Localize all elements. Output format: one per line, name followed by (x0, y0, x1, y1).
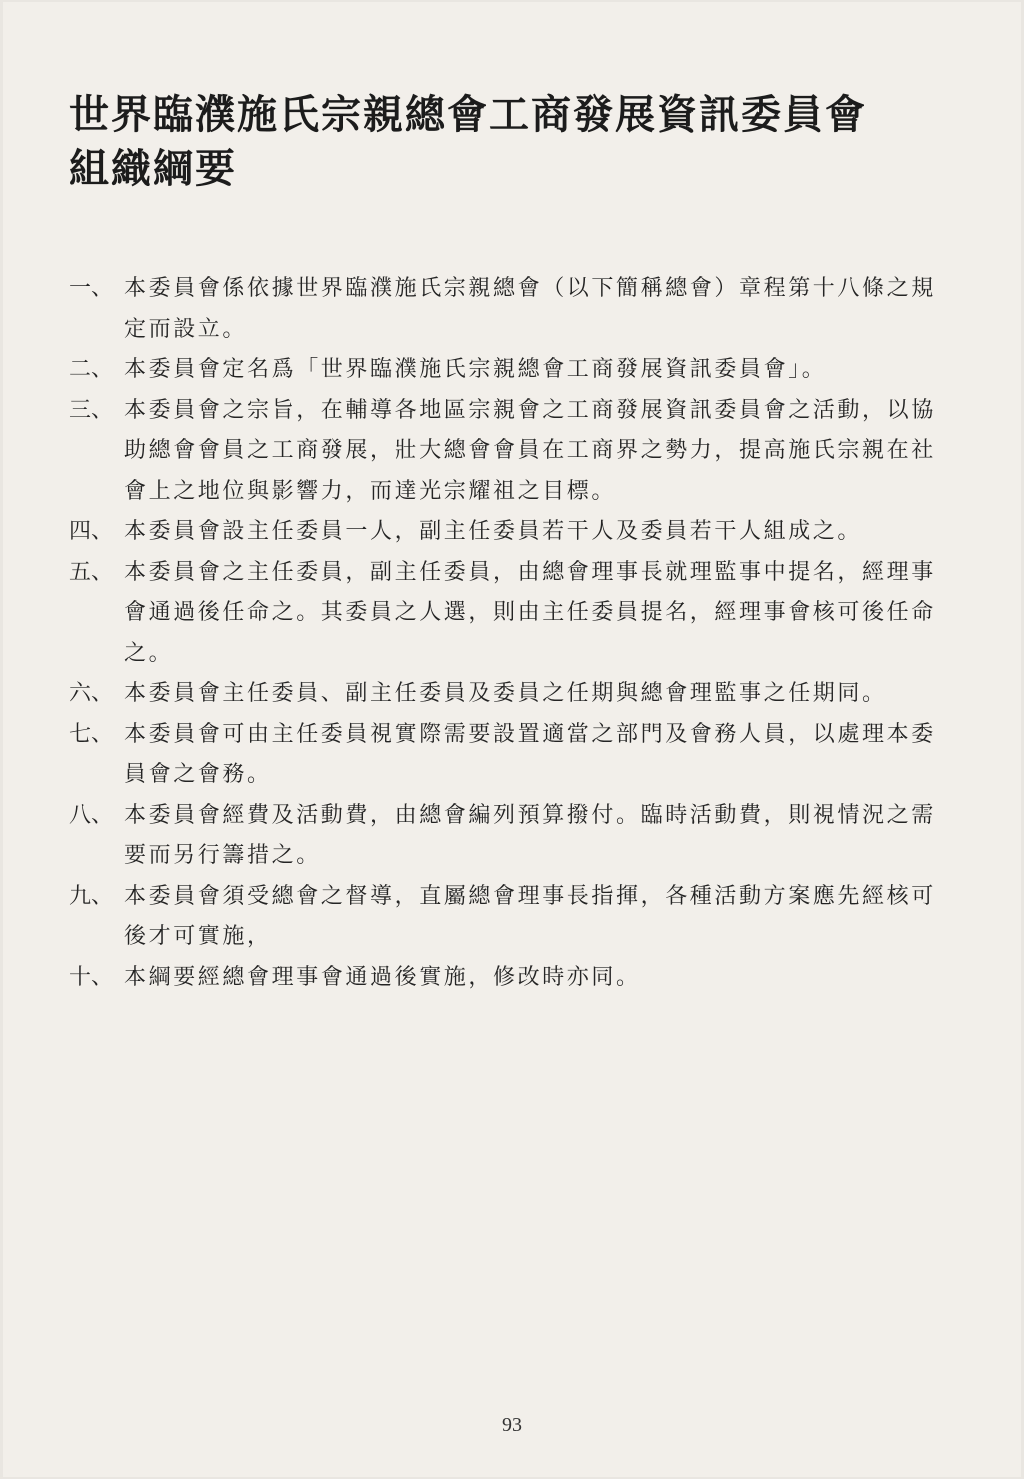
article-text: 本委員會可由主任委員視實際需要設置適當之部門及會務人員，以處理本委員會之會務。 (124, 721, 936, 787)
article-5 (69, 553, 959, 675)
title-line-1: 世界臨濮施氏宗親總會工商發展資訊委員會 (69, 92, 867, 138)
article-number: 六、 (69, 681, 114, 706)
title-line-2: 組織綱要 (69, 146, 237, 192)
article-10 (69, 958, 959, 999)
article-number: 五、 (69, 559, 114, 585)
article-7 (69, 715, 959, 796)
article-text: 本委員會設主任委員一人，副主任委員若干人及委員若干人組成之。 (124, 519, 863, 544)
article-3 (69, 391, 959, 513)
document-title (69, 88, 969, 196)
article-number: 四、 (69, 519, 114, 544)
article-number: 一、 (69, 276, 114, 301)
article-text: 本委員會之主任委員，副主任委員，由總會理事長就理監事中提名，經理事會通過後任命之。其委員之人選，則由主任委員提名，經理事會核可後任命之。 (124, 559, 936, 666)
article-number: 八、 (69, 802, 114, 828)
article-text: 本委員會定名爲「世界臨濮施氏宗親總會工商發展資訊委員會」。 (124, 357, 827, 382)
article-text: 本委員會須受總會之督導，直屬總會理事長指揮，各種活動方案應先經核可後才可實施， (124, 883, 936, 949)
article-number: 九、 (69, 883, 114, 909)
article-text: 本委員會主任委員、副主任委員及委員之任期與總會理監事之任期同。 (124, 681, 887, 706)
page-number: 93 (502, 1414, 522, 1436)
article-1 (69, 269, 959, 350)
article-number: 七、 (69, 721, 114, 747)
article-number: 二、 (69, 357, 114, 382)
article-9 (69, 877, 959, 958)
article-text: 本委員會之宗旨，在輔導各地區宗親會之工商發展資訊委員會之活動，以協助總會會員之工商發展，壯大總會會員在工商界之勢力，提高施氏宗親在社會上之地位與影響力，而達光宗耀祖之目標。 (124, 397, 936, 504)
article-6 (69, 674, 959, 715)
article-text: 本綱要經總會理事會通過後實施，修改時亦同。 (124, 964, 641, 990)
article-8 (69, 796, 959, 877)
article-text: 本委員會係依據世界臨濮施氏宗親總會（以下簡稱總會）章程第十八條之規定而設立。 (124, 276, 936, 342)
article-number: 十、 (69, 964, 114, 990)
article-number: 三、 (69, 397, 114, 423)
article-text: 本委員會經費及活動費，由總會編列預算撥付。臨時活動費，則視情況之需要而另行籌措之。 (124, 802, 936, 868)
article-list (69, 269, 959, 998)
document-page (3, 2, 1021, 1477)
article-2 (69, 350, 959, 391)
article-4 (69, 512, 959, 553)
